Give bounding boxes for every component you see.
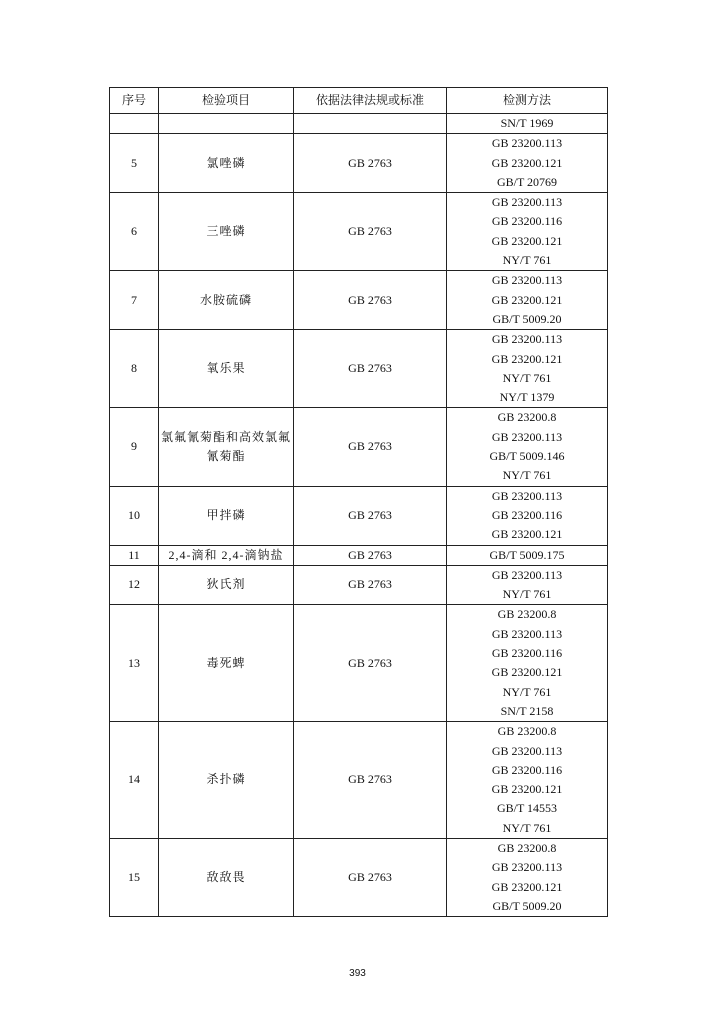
table-row — [110, 271, 608, 330]
cell-no: 9 — [110, 408, 159, 486]
method-line: NY/T 761 — [502, 684, 552, 699]
cell-no: 13 — [110, 605, 159, 722]
method-line: SN/T 1969 — [500, 116, 554, 130]
method-line: GB 23200.8 — [497, 607, 557, 622]
method-line: GB/T 5009.20 — [492, 898, 562, 913]
method-line: GB 23200.121 — [491, 155, 563, 170]
cell-methods — [447, 722, 608, 839]
method-line: GB 23200.113 — [491, 332, 563, 347]
table-row — [110, 114, 608, 134]
method-line: GB 23200.121 — [491, 527, 563, 542]
cell-no: 7 — [110, 271, 159, 330]
cell-no: 12 — [110, 565, 159, 605]
cell-item: 氯唑磷 — [159, 134, 294, 193]
header-item: 检验项目 — [159, 88, 294, 114]
method-line: GB 23200.113 — [491, 195, 563, 210]
cell-no: 14 — [110, 722, 159, 839]
method-line: GB 23200.116 — [491, 214, 563, 229]
method-line: NY/T 761 — [502, 370, 552, 385]
cell-basis: GB 2763 — [294, 330, 447, 408]
table-row — [110, 408, 608, 486]
cell-methods — [447, 134, 608, 193]
cell-methods — [447, 605, 608, 722]
cell-no: 15 — [110, 838, 159, 916]
cell-basis: GB 2763 — [294, 545, 447, 565]
header-method: 检测方法 — [447, 88, 608, 114]
table-row — [110, 134, 608, 193]
method-line: GB 23200.8 — [497, 724, 557, 739]
table-row — [110, 838, 608, 916]
cell-methods — [447, 193, 608, 271]
cell-item: 2,4-滴和 2,4-滴钠盐 — [159, 545, 294, 565]
cell-no: 10 — [110, 486, 159, 545]
cell-methods — [447, 408, 608, 486]
header-no: 序号 — [110, 88, 159, 114]
method-line: GB 23200.8 — [497, 840, 557, 855]
cell-item: 氧乐果 — [159, 330, 294, 408]
cell-no: 8 — [110, 330, 159, 408]
table-row — [110, 330, 608, 408]
method-line: GB 23200.8 — [497, 410, 557, 425]
cell-basis: GB 2763 — [294, 193, 447, 271]
method-line: NY/T 761 — [502, 820, 552, 835]
cell-item — [159, 114, 294, 134]
cell-methods — [447, 565, 608, 605]
method-line: GB 23200.116 — [491, 646, 563, 661]
table-body — [110, 114, 608, 917]
method-line: GB 23200.113 — [491, 626, 563, 641]
cell-basis: GB 2763 — [294, 565, 447, 605]
method-line: GB/T 20769 — [496, 174, 558, 189]
cell-methods — [447, 114, 608, 134]
inspection-table — [109, 87, 608, 917]
cell-no: 6 — [110, 193, 159, 271]
cell-basis — [294, 114, 447, 134]
table-row — [110, 565, 608, 605]
method-line: GB 23200.113 — [491, 860, 563, 875]
method-line: NY/T 1379 — [499, 390, 555, 405]
cell-item: 三唑磷 — [159, 193, 294, 271]
cell-basis: GB 2763 — [294, 271, 447, 330]
cell-methods — [447, 271, 608, 330]
table-row — [110, 722, 608, 839]
table-header-row — [110, 88, 608, 114]
cell-item: 水胺硫磷 — [159, 271, 294, 330]
cell-methods — [447, 330, 608, 408]
method-line: GB 23200.121 — [491, 351, 563, 366]
method-line: GB 23200.116 — [491, 507, 563, 522]
method-line: NY/T 761 — [502, 468, 552, 483]
cell-item: 杀扑磷 — [159, 722, 294, 839]
cell-item: 毒死蜱 — [159, 605, 294, 722]
method-line: GB/T 5009.146 — [489, 449, 565, 464]
method-line: NY/T 761 — [502, 253, 552, 268]
cell-methods — [447, 545, 608, 565]
cell-item: 狄氏剂 — [159, 565, 294, 605]
method-line: GB 23200.121 — [491, 665, 563, 680]
cell-basis: GB 2763 — [294, 134, 447, 193]
method-line: GB 23200.121 — [491, 292, 563, 307]
method-line: GB/T 5009.175 — [489, 547, 565, 562]
method-line: GB 23200.121 — [491, 782, 563, 797]
method-line: SN/T 2158 — [500, 703, 554, 718]
cell-no: 11 — [110, 545, 159, 565]
cell-no: 5 — [110, 134, 159, 193]
method-line: GB 23200.113 — [491, 567, 563, 582]
header-basis: 依据法律法规或标准 — [294, 88, 447, 114]
method-line: GB 23200.121 — [491, 233, 563, 248]
cell-basis: GB 2763 — [294, 605, 447, 722]
method-line: GB/T 5009.20 — [492, 311, 562, 326]
method-line: NY/T 761 — [502, 587, 552, 602]
cell-basis: GB 2763 — [294, 408, 447, 486]
cell-methods — [447, 838, 608, 916]
cell-basis: GB 2763 — [294, 722, 447, 839]
method-line: GB 23200.113 — [491, 743, 563, 758]
cell-item: 敌敌畏 — [159, 838, 294, 916]
method-line: GB 23200.116 — [491, 762, 563, 777]
cell-basis: GB 2763 — [294, 838, 447, 916]
cell-item: 甲拌磷 — [159, 486, 294, 545]
method-line: GB 23200.113 — [491, 136, 563, 151]
table-row — [110, 486, 608, 545]
cell-item: 氯氟氰菊酯和高效氯氟氰菊酯 — [159, 408, 294, 486]
cell-no — [110, 114, 159, 134]
table-row — [110, 605, 608, 722]
table-row — [110, 193, 608, 271]
cell-basis: GB 2763 — [294, 486, 447, 545]
method-line: GB 23200.113 — [491, 429, 563, 444]
method-line: GB 23200.121 — [491, 879, 563, 894]
table-row — [110, 545, 608, 565]
method-line: GB 23200.113 — [491, 488, 563, 503]
method-line: GB 23200.113 — [491, 273, 563, 288]
cell-methods — [447, 486, 608, 545]
method-line: GB/T 14553 — [496, 801, 558, 816]
page-number: 393 — [349, 968, 366, 979]
